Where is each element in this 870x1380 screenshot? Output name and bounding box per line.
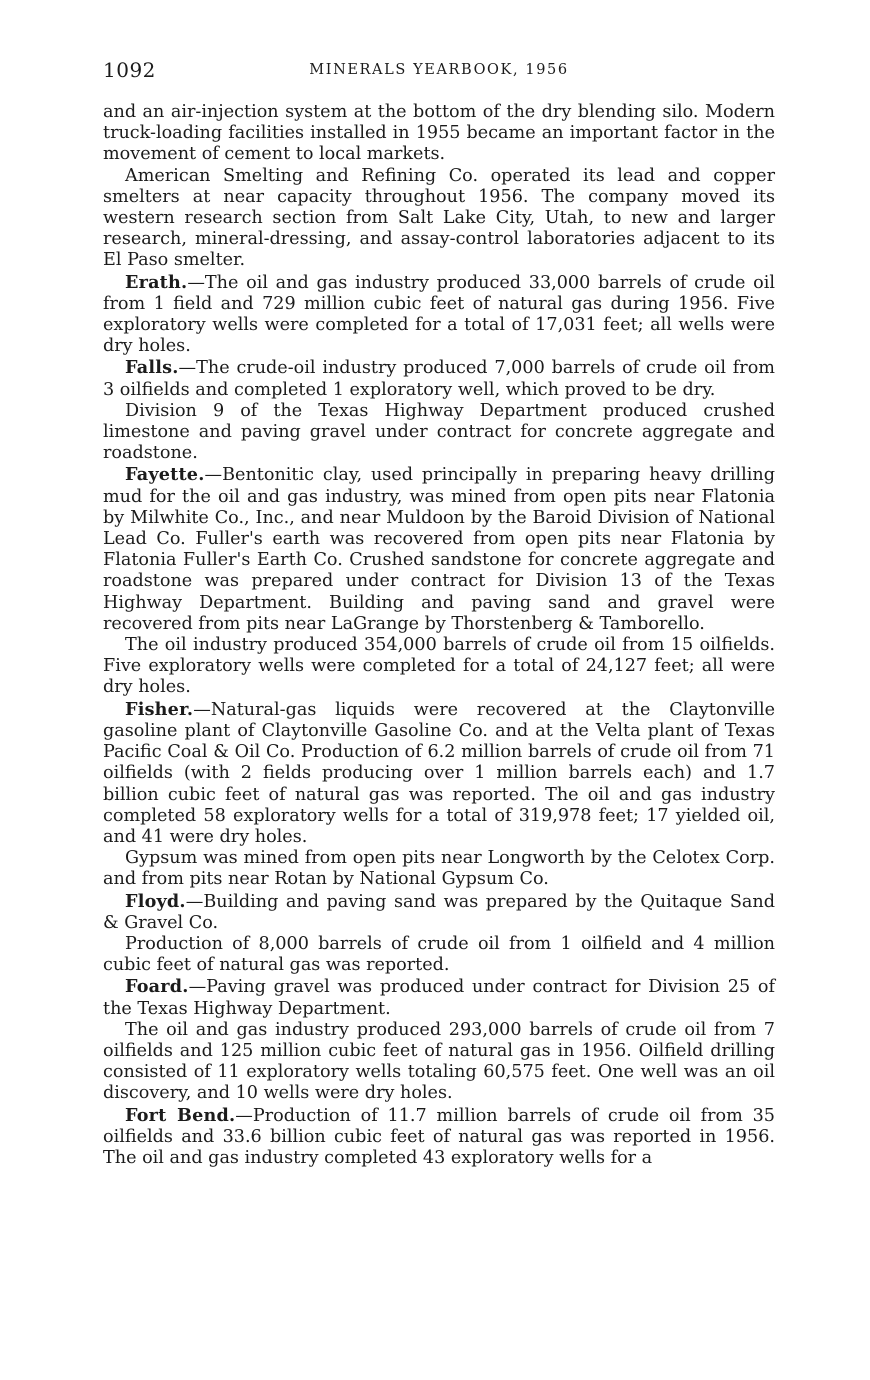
paragraph-fort-bend xyxy=(103,1105,775,1170)
paragraph-foard xyxy=(103,976,775,1019)
paragraph-foard-oil xyxy=(103,1020,775,1105)
paragraph-smelting xyxy=(103,166,775,272)
paragraph-text: The oil industry produced 354,000 barrels of crude oil from 15 oilfields. Five exploratory wells were completed for a total of 24,127 feet; all were dry holes. xyxy=(103,635,775,698)
paragraph-text: —Paving gravel was produced under contract for Division 25 of the Texas Highway Department. xyxy=(103,977,775,1019)
county-heading-fisher: Fisher. xyxy=(125,698,194,720)
paragraph-text: Production of 8,000 barrels of crude oil from 1 oilfield and 4 million cubic feet of natural gas was reported. xyxy=(103,933,775,976)
county-heading-erath: Erath. xyxy=(125,271,188,293)
running-header xyxy=(103,56,775,90)
paragraph-text: —Natural-gas liquids were recovered at the Claytonville gasoline plant of Claytonville Gasoline Co. and at the Velta plant of Texas Pacific Coal & Oil Co. Production of 6.2 million barrels of crude oil from 71 oilfields (with 2 fields producing over 1 million barrels each) and 1.7 billion cubic feet of natural gas was reported. The oil and gas industry completed 58 exploratory wells for a total of 319,978 feet; 17 yielded oil, and 41 were dry holes. xyxy=(103,699,775,847)
paragraph-fayette-oil xyxy=(103,635,775,699)
paragraph-text: The oil and gas industry produced 293,000 barrels of crude oil from 7 oilfields and 125 million cubic feet of natural gas in 1956. Oilfield drilling consisted of 11 exploratory wells totaling 60,575 feet. One well was an oil discovery, and 10 wells were dry holes. xyxy=(103,1019,775,1104)
paragraph-text: —Building and paving sand was prepared by the Quitaque Sand & Gravel Co. xyxy=(103,891,775,933)
running-title: MINERALS YEARBOOK, 1956 xyxy=(309,62,569,78)
document-page xyxy=(103,56,775,1169)
county-heading-fayette: Fayette. xyxy=(125,464,205,486)
paragraph-fayette xyxy=(103,464,775,635)
paragraph-text: American Smelting and Refining Co. operated its lead and copper smelters at near capacity throughout 1956. The company moved its western research section from Salt Lake City, Utah, to new and larger research, mineral-dressing, and assay-control laboratories adjacent to its El Paso smelter. xyxy=(103,165,775,271)
paragraph-falls xyxy=(103,357,775,400)
paragraph-text: Division 9 of the Texas Highway Department produced crushed limestone and paving gravel under contract for concrete aggregate and roadstone. xyxy=(103,400,775,464)
paragraph-text: Gypsum was mined from open pits near Longworth by the Celotex Corp. and from pits near Rotan by National Gypsum Co. xyxy=(103,848,775,890)
paragraph-fisher-gypsum xyxy=(103,848,775,890)
paragraph-erath xyxy=(103,272,775,358)
paragraph-falls-highway xyxy=(103,401,775,465)
paragraph-text: and an air-injection system at the bottom of the dry blending silo. Modern truck-loading facilities installed in 1955 became an important factor in the movement of cement to local markets. xyxy=(103,102,775,165)
county-heading-fort-bend: Fort Bend. xyxy=(125,1104,236,1126)
county-heading-floyd: Floyd. xyxy=(125,890,186,912)
county-heading-falls: Falls. xyxy=(125,357,179,379)
paragraph-continued xyxy=(103,102,775,166)
county-heading-foard: Foard. xyxy=(125,976,189,998)
paragraph-text: —The crude-oil industry produced 7,000 barrels of crude oil from 3 oilfields and completed 1 exploratory well, which proved to be dry. xyxy=(103,358,775,400)
body-text xyxy=(103,102,775,1169)
paragraph-text: —Bentonitic clay, used principally in preparing heavy drilling mud for the oil and gas industry, was mined from open pits near Flatonia by Milwhite Co., Inc., and near Muldoon by the Baroid Division of National Lead Co. Fuller's earth was recovered from open pits near Flatonia by Flatonia Fuller's Earth Co. Crushed sandstone for concrete aggregate and roadstone was prepared under contract for Division 13 of the Texas Highway Department. Building and paving sand and gravel were recovered from pits near LaGrange by Thorstenberg & Tamborello. xyxy=(103,465,775,634)
paragraph-floyd xyxy=(103,891,775,934)
paragraph-text: —Production of 11.7 million barrels of crude oil from 35 oilfields and 33.6 billion cubic feet of natural gas was reported in 1956. The oil and gas industry completed 43 exploratory wells for a xyxy=(103,1105,775,1168)
paragraph-text: —The oil and gas industry produced 33,000 barrels of crude oil from 1 field and 729 million cubic feet of natural gas during 1956. Five exploratory wells were completed for a total of 17,031 feet; all wells were dry holes. xyxy=(103,272,775,357)
paragraph-floyd-oil xyxy=(103,934,775,976)
page-number: 1092 xyxy=(103,58,156,82)
paragraph-fisher xyxy=(103,699,775,848)
